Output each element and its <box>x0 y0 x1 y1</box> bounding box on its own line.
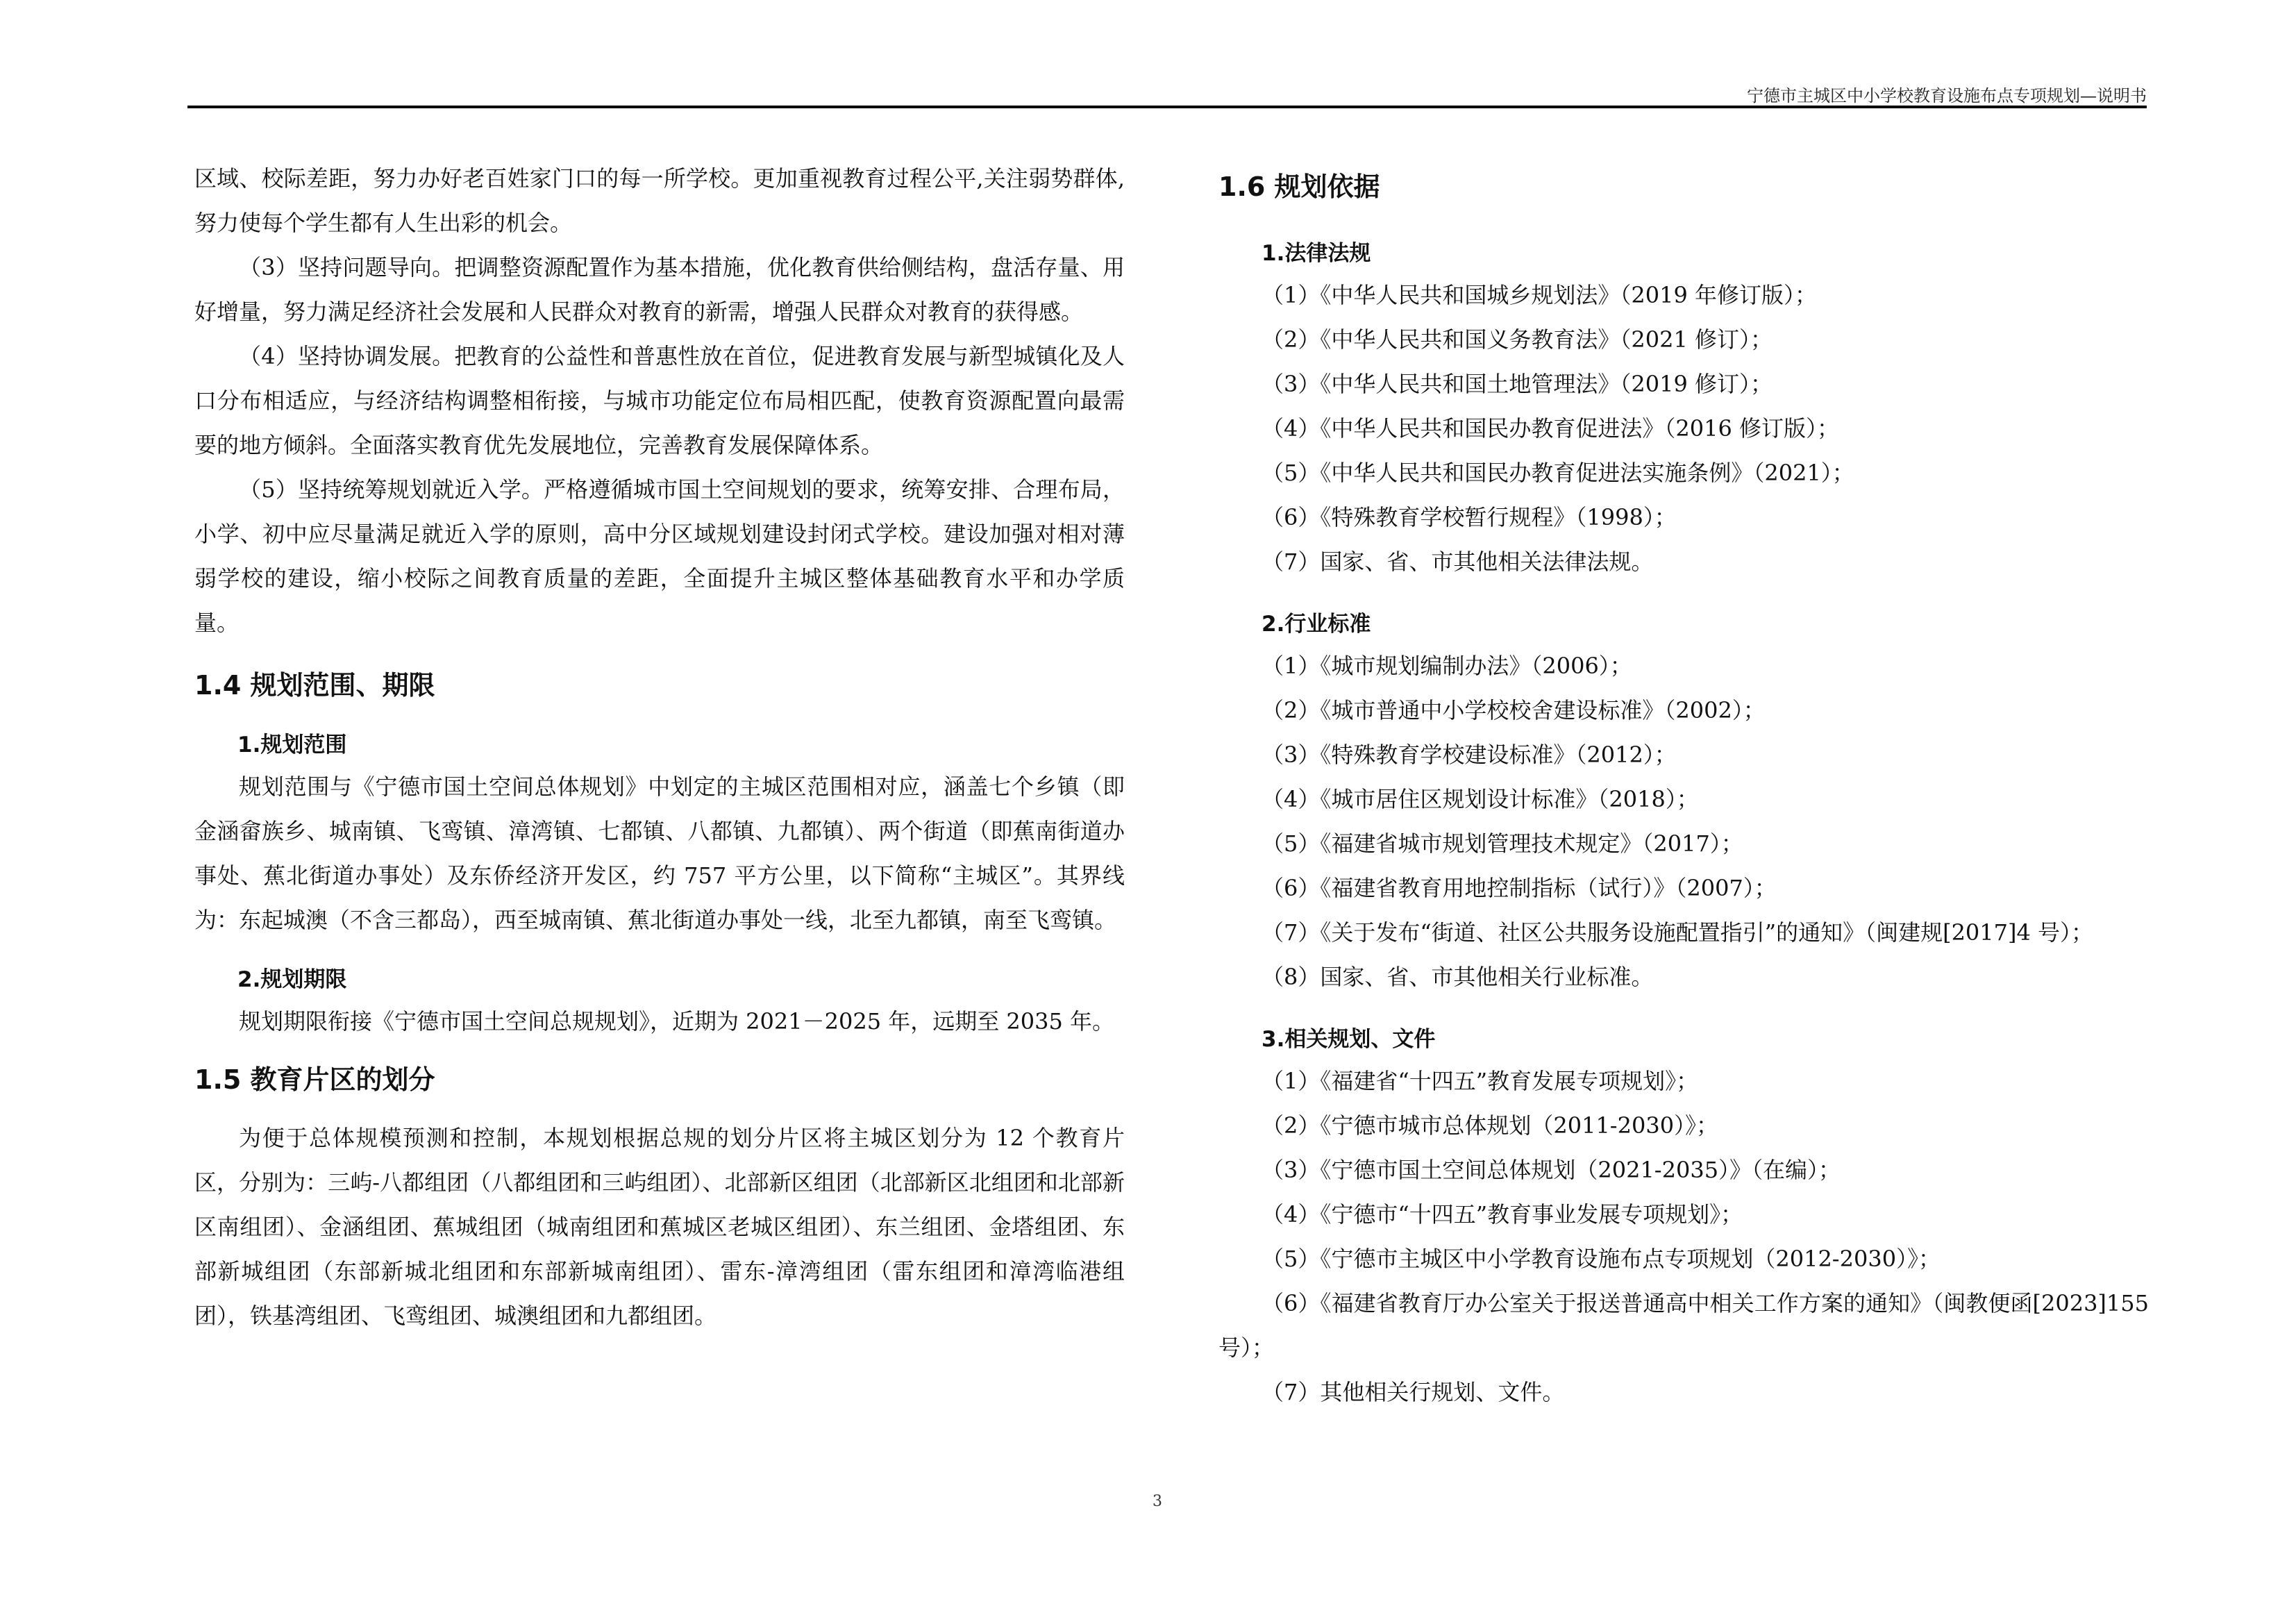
period-heading: 2.规划期限 <box>237 967 347 992</box>
laws-heading: 1.法律法规 <box>1262 241 1371 266</box>
law-item: （1）《中华人民共和国城乡规划法》（2019 年修订版）； <box>1262 282 1817 308</box>
plan-item: （5）《宁德市主城区中小学教育设施布点专项规划（2012-2030）》； <box>1262 1246 1941 1272</box>
standard-item: （2）《城市普通中小学校校舍建设标准》（2002）； <box>1262 697 1766 723</box>
scope-heading: 1.规划范围 <box>237 733 347 757</box>
law-item: （3）《中华人民共和国土地管理法》（2019 修订）； <box>1262 371 1773 397</box>
running-header-title: 宁德市主城区中小学校教育设施布点专项规划—说明书 <box>1747 86 2147 106</box>
law-item: （7）国家、省、市其他相关法律法规。 <box>1262 549 1654 575</box>
plans-heading: 3.相关规划、文件 <box>1262 1027 1436 1052</box>
intro-paragraph-2: （3）坚持问题导向。把调整资源配置作为基本措施，优化教育供给侧结构，盘活存量、用好增量，努力满足经济社会发展和人民群众对教育的新需，增强人民群众对教育的获得感。 <box>194 254 1125 325</box>
section-1-5-title: 1.5 教育片区的划分 <box>194 1064 435 1095</box>
plan-item: （2）《宁德市城市总体规划（2011-2030）》； <box>1262 1112 1719 1139</box>
plan-item: （1）《福建省“十四五”教育发展专项规划》； <box>1262 1068 1699 1094</box>
scope-text: 规划范围与《宁德市国土空间总体规划》中划定的主城区范围相对应，涵盖七个乡镇（即金涵畲族乡、城南镇、飞鸾镇、漳湾镇、七都镇、八都镇、九都镇）、两个街道（即蕉南街道办事处、蕉北街道办事处）及东侨经济开发区，约 757 平方公里，以下简称“主城区”。其界线为：东起城澳（不含三都岛），西至城南镇、蕉北街道办事处一线，北至九都镇，南至飞鸾镇。 <box>194 773 1125 933</box>
law-item: （5）《中华人民共和国民办教育促进法实施条例》（2021）； <box>1262 460 1854 486</box>
right-column <box>1218 156 2149 1414</box>
intro-paragraph-3: （4）坚持协调发展。把教育的公益性和普惠性放在首位，促进教育发展与新型城镇化及人口分布相适应，与经济结构调整相衔接，与城市功能定位布局相匹配，使教育资源配置向最需要的地方倾斜。全面落实教育优先发展地位，完善教育发展保障体系。 <box>194 343 1125 458</box>
left-column <box>194 156 1125 1338</box>
section-1-6-title: 1.6 规划依据 <box>1218 171 1380 202</box>
intro-paragraph-4: （5）坚持统筹规划就近入学。严格遵循城市国土空间规划的要求，统筹安排、合理布局，小学、初中应尽量满足就近入学的原则，高中分区域规划建设封闭式学校。建设加强对相对薄弱学校的建设，缩小校际之间教育质量的差距，全面提升主城区整体基础教育水平和办学质量。 <box>194 476 1125 636</box>
standard-item: （6）《福建省教育用地控制指标（试行）》（2007）； <box>1262 875 1777 901</box>
plan-item: （6）《福建省教育厅办公室关于报送普通高中相关工作方案的通知》（闽教便函[2023]155 号）； <box>1218 1290 2149 1361</box>
standard-item: （4）《城市居住区规划设计标准》（2018）； <box>1262 786 1699 812</box>
plan-item: （4）《宁德市“十四五”教育事业发展专项规划》； <box>1262 1201 1743 1228</box>
law-item: （6）《特殊教育学校暂行规程》（1998）； <box>1262 504 1677 530</box>
plan-item: （7）其他相关行规划、文件。 <box>1262 1379 1565 1405</box>
section-1-5-text: 为便于总体规模预测和控制，本规划根据总规的划分片区将主城区划分为 12 个教育片区，分别为：三屿-八都组团（八都组团和三屿组团）、北部新区组团（北部新区北组团和北部新区南组团）、金涵组团、蕉城组团（城南组团和蕉城区老城区组团）、东兰组团、金塔组团、东部新城组团（东部新城北组团和东部新城南组团）、雷东-漳湾组团（雷东组团和漳湾临港组团），铁基湾组团、飞鸾组团、城澳组团和九都组团。 <box>194 1125 1125 1329</box>
standard-item: （8）国家、省、市其他相关行业标准。 <box>1262 964 1654 990</box>
period-text: 规划期限衔接《宁德市国土空间总规规划》，近期为 2021－2025 年，远期至 2035 年。 <box>239 1008 1115 1035</box>
section-1-4-title: 1.4 规划范围、期限 <box>194 670 435 701</box>
intro-paragraph-1: 区域、校际差距，努力办好老百姓家门口的每一所学校。更加重视教育过程公平,关注弱势群体,努力使每个学生都有人生出彩的机会。 <box>194 165 1125 236</box>
header-divider <box>187 106 2147 108</box>
standard-item: （7）《关于发布“街道、社区公共服务设施配置指引”的通知》（闽建规[2017]4 号）； <box>1262 919 2094 946</box>
standards-heading: 2.行业标准 <box>1262 612 1371 637</box>
standard-item: （1）《城市规划编制办法》（2006）； <box>1262 653 1632 679</box>
standard-item: （5）《福建省城市规划管理技术规定》（2017）； <box>1262 830 1743 857</box>
standard-item: （3）《特殊教育学校建设标准》（2012）； <box>1262 742 1677 768</box>
page-number: 3 <box>1153 1493 1162 1510</box>
plan-item: （3）《宁德市国土空间总体规划（2021-2035）》（在编）； <box>1262 1157 1841 1183</box>
law-item: （2）《中华人民共和国义务教育法》（2021 修订）； <box>1262 326 1773 353</box>
law-item: （4）《中华人民共和国民办教育促进法》（2016 修订版）； <box>1262 415 1839 442</box>
